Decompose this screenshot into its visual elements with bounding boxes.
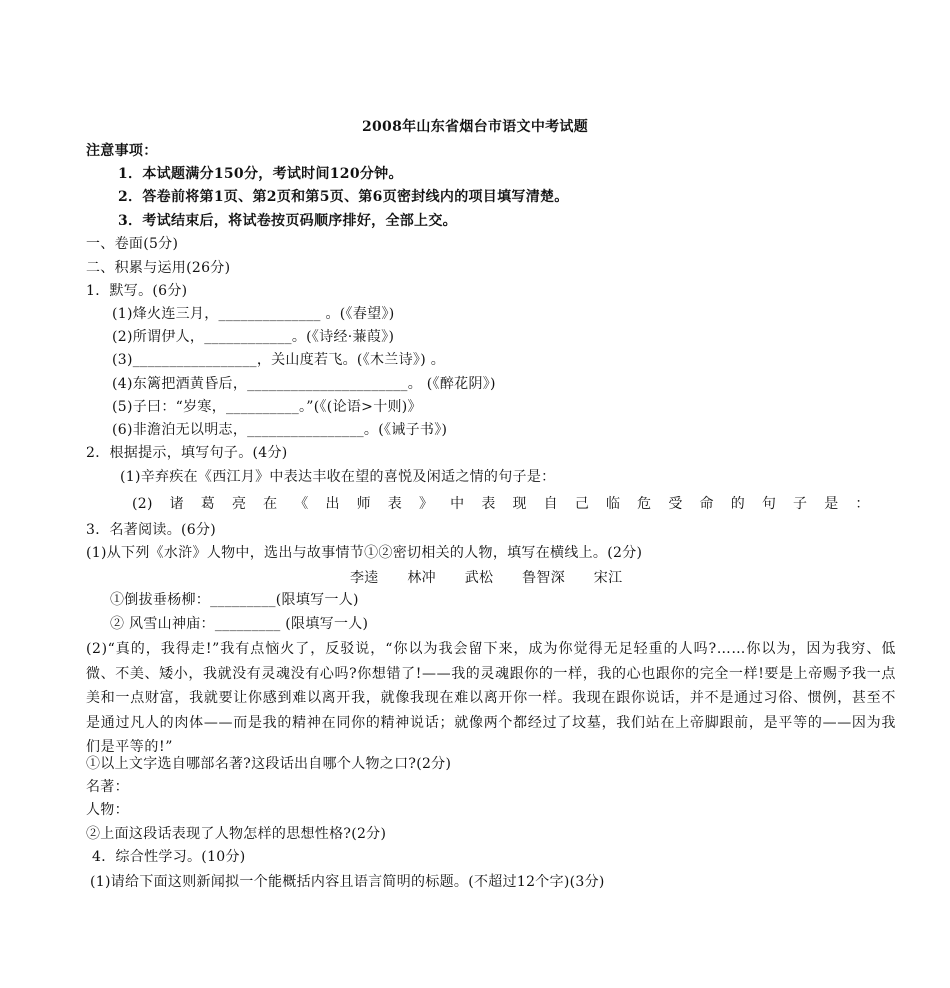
character-name: 武松 <box>464 570 494 586</box>
spread-char: 葛 <box>200 496 216 512</box>
notice-item: 1．本试题满分150分，考试时间120分钟。 <box>118 166 403 182</box>
answer-label-book: 名著： <box>86 779 129 795</box>
spread-char: 子 <box>793 496 808 512</box>
question-item-spread <box>132 494 870 514</box>
spread-char: 的 <box>730 496 745 512</box>
notice-heading: 注意事项： <box>86 143 158 159</box>
question-heading: 1．默写。(6分) <box>86 283 188 299</box>
section-heading: 二、积累与运用(26分) <box>86 260 231 276</box>
page-title: 2008年山东省烟台市语文中考试题 <box>361 119 589 135</box>
fill-blank-item: (6)非澹泊无以明志，________________。(《诫子书》) <box>112 422 448 438</box>
section-heading: 一、卷面(5分) <box>86 236 179 252</box>
spread-char: 句 <box>761 496 777 512</box>
fill-blank-item: ② 风雪山神庙：_________ (限填写一人) <box>110 616 369 632</box>
question-item: (1)从下列《水浒》人物中，选出与故事情节①②密切相关的人物，填写在横线上。(2分) <box>86 545 643 561</box>
spread-char: 表 <box>481 496 496 512</box>
spread-char: 己 <box>574 496 590 512</box>
question-item: (1)请给下面这则新闻拟一个能概括内容且语言简明的标题。(不超过12个字)(3分) <box>90 874 605 890</box>
spread-char: 现 <box>512 496 527 512</box>
question-heading: 4．综合性学习。(10分) <box>92 849 246 865</box>
fill-blank-item: (3)_________________，关山度若飞。(《木兰诗》) 。 <box>112 352 446 368</box>
notice-item: 2．答卷前将第1页、第2页和第5页、第6页密封线内的项目填写清楚。 <box>118 189 569 205</box>
question-item: (1)辛弃疾在《西江月》中表达丰收在望的喜悦及闲适之情的句子是： <box>120 469 556 485</box>
spread-char: ： <box>855 496 870 512</box>
spread-char: (2) <box>132 496 153 512</box>
spread-char: 自 <box>543 496 558 512</box>
reading-passage: (2)“真的，我得走!”我有点恼火了，反驳说，“你以为我会留下来，成为你觉得无足轻重的人吗?……你以为，因为我穷、低微、不美、矮小，我就没有灵魂没有心吗?你想错了!——我的灵魂跟你的一样，我的心也跟你的完全一样!要是上帝赐予我一点美和一点财富，我就要让你感到难以离开我，就像我现在难以离开你一样。我现在跟你说话，并不是通过习俗、惯例，甚至不是通过凡人的肉体——而是我的精神在同你的精神说话；就像两个都经过了坟墓，我们站在上帝脚跟前，是平等的——因为我们是平等的!” <box>86 641 896 755</box>
spread-char: 师 <box>356 496 371 512</box>
spread-char: 《 <box>294 496 309 512</box>
notice-item: 3．考试结束后，将试卷按页码顺序排好，全部上交。 <box>118 213 457 229</box>
spread-char: 受 <box>668 496 683 512</box>
character-name: 鲁智深 <box>522 570 566 586</box>
spread-char: 中 <box>450 496 465 512</box>
spread-char: 命 <box>699 496 714 512</box>
answer-label-person: 人物： <box>86 802 129 818</box>
character-name: 李逵 <box>350 570 379 586</box>
spread-char: 危 <box>637 496 652 512</box>
character-list <box>350 568 646 588</box>
fill-blank-item: (2)所谓伊人，____________。(《诗经·蒹葭》) <box>112 329 395 345</box>
fill-blank-item: (4)东篱把酒黄昏后，______________________。 (《醉花阴》) <box>112 376 496 392</box>
fill-blank-item: (5)子曰：“岁寒，__________。”(《(论语>十则)》 <box>112 399 422 415</box>
character-name: 林冲 <box>407 570 436 586</box>
question-heading: 3．名著阅读。(6分) <box>86 522 217 538</box>
character-name: 宋江 <box>593 570 623 586</box>
question-item: ②上面这段话表现了人物怎样的思想性格?(2分) <box>86 826 387 842</box>
spread-char: 出 <box>325 496 340 512</box>
question-item: ①以上文字选自哪部名著?这段话出自哪个人物之口?(2分) <box>86 756 452 772</box>
spread-char: 在 <box>263 496 278 512</box>
fill-blank-item: (1)烽火连三月，______________ 。(《春望》) <box>112 306 395 322</box>
question-heading: 2．根据提示，填写句子。(4分) <box>86 445 288 461</box>
fill-blank-item: ①倒拔垂杨柳：_________(限填写一人) <box>110 592 359 608</box>
spread-char: 是 <box>824 496 839 512</box>
spread-char: 诸 <box>169 496 184 512</box>
spread-char: 亮 <box>231 496 247 512</box>
spread-char: 》 <box>418 496 434 512</box>
spread-char: 表 <box>387 496 403 512</box>
spread-char: 临 <box>606 496 621 512</box>
